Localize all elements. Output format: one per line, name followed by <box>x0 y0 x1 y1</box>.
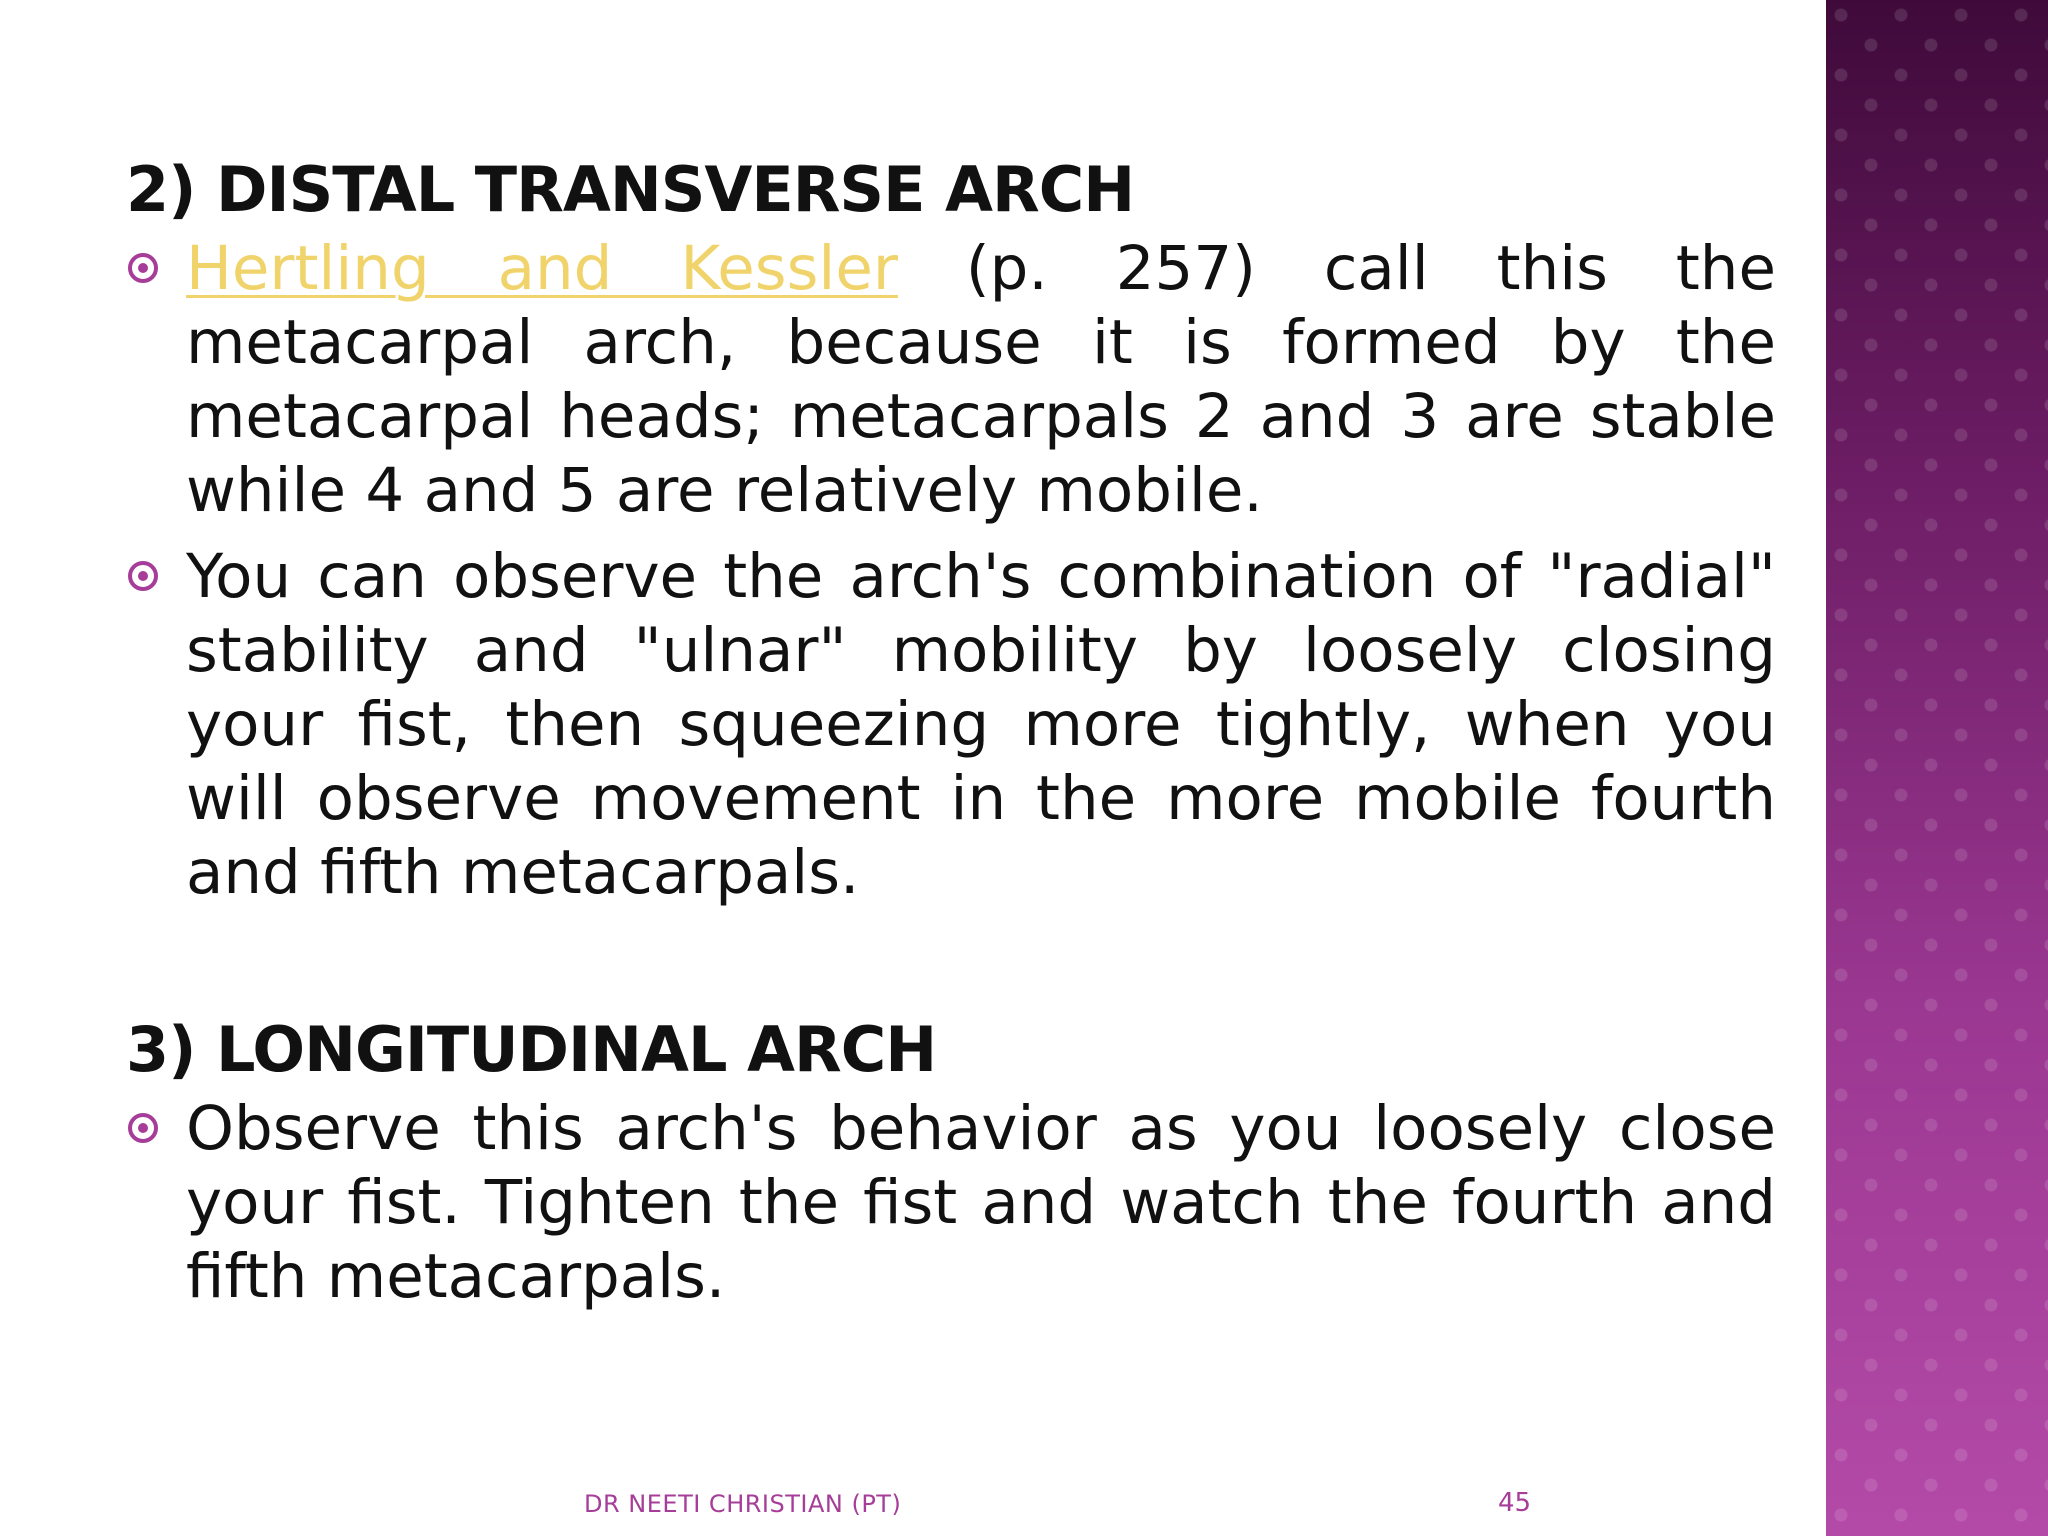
bullet-item <box>126 540 1776 910</box>
slide-content <box>126 150 1776 1326</box>
footer-author: DR NEETI CHRISTIAN (PT) <box>584 1490 902 1518</box>
bullet-text: (p. 257) call this the metacarpal arch, because it is formed by the metacarpal heads; metacarpals 2 and 3 are stable while 4 and 5 are relatively mobile. <box>186 233 1777 526</box>
side-band-pattern <box>1826 0 2048 1536</box>
decorative-side-band <box>1826 0 2048 1536</box>
circled-dot-bullet-icon <box>128 253 158 283</box>
bullet-item <box>126 1092 1776 1314</box>
section-heading-longitudinal-arch: 3) LONGITUDINAL ARCH <box>126 1013 937 1086</box>
section-heading-distal-transverse-arch: 2) DISTAL TRANSVERSE ARCH <box>126 153 1135 226</box>
circled-dot-bullet-icon <box>128 1113 158 1143</box>
slide-page-number: 45 <box>1498 1488 1532 1518</box>
circled-dot-bullet-icon <box>128 561 158 591</box>
bullet-item <box>126 232 1776 528</box>
hertling-kessler-link[interactable]: Hertling and Kessler <box>186 233 898 304</box>
bullet-text: You can observe the arch's combination of "radial" stability and "ulnar" mobility by loosely closing your fist, then squeezing more tightly, when you will observe movement in the more mobile fourth and fifth metacarpals. <box>186 541 1776 908</box>
bullet-text: Observe this arch's behavior as you loosely close your fist. Tighten the fist and watch the fourth and fifth metacarpals. <box>186 1093 1776 1312</box>
